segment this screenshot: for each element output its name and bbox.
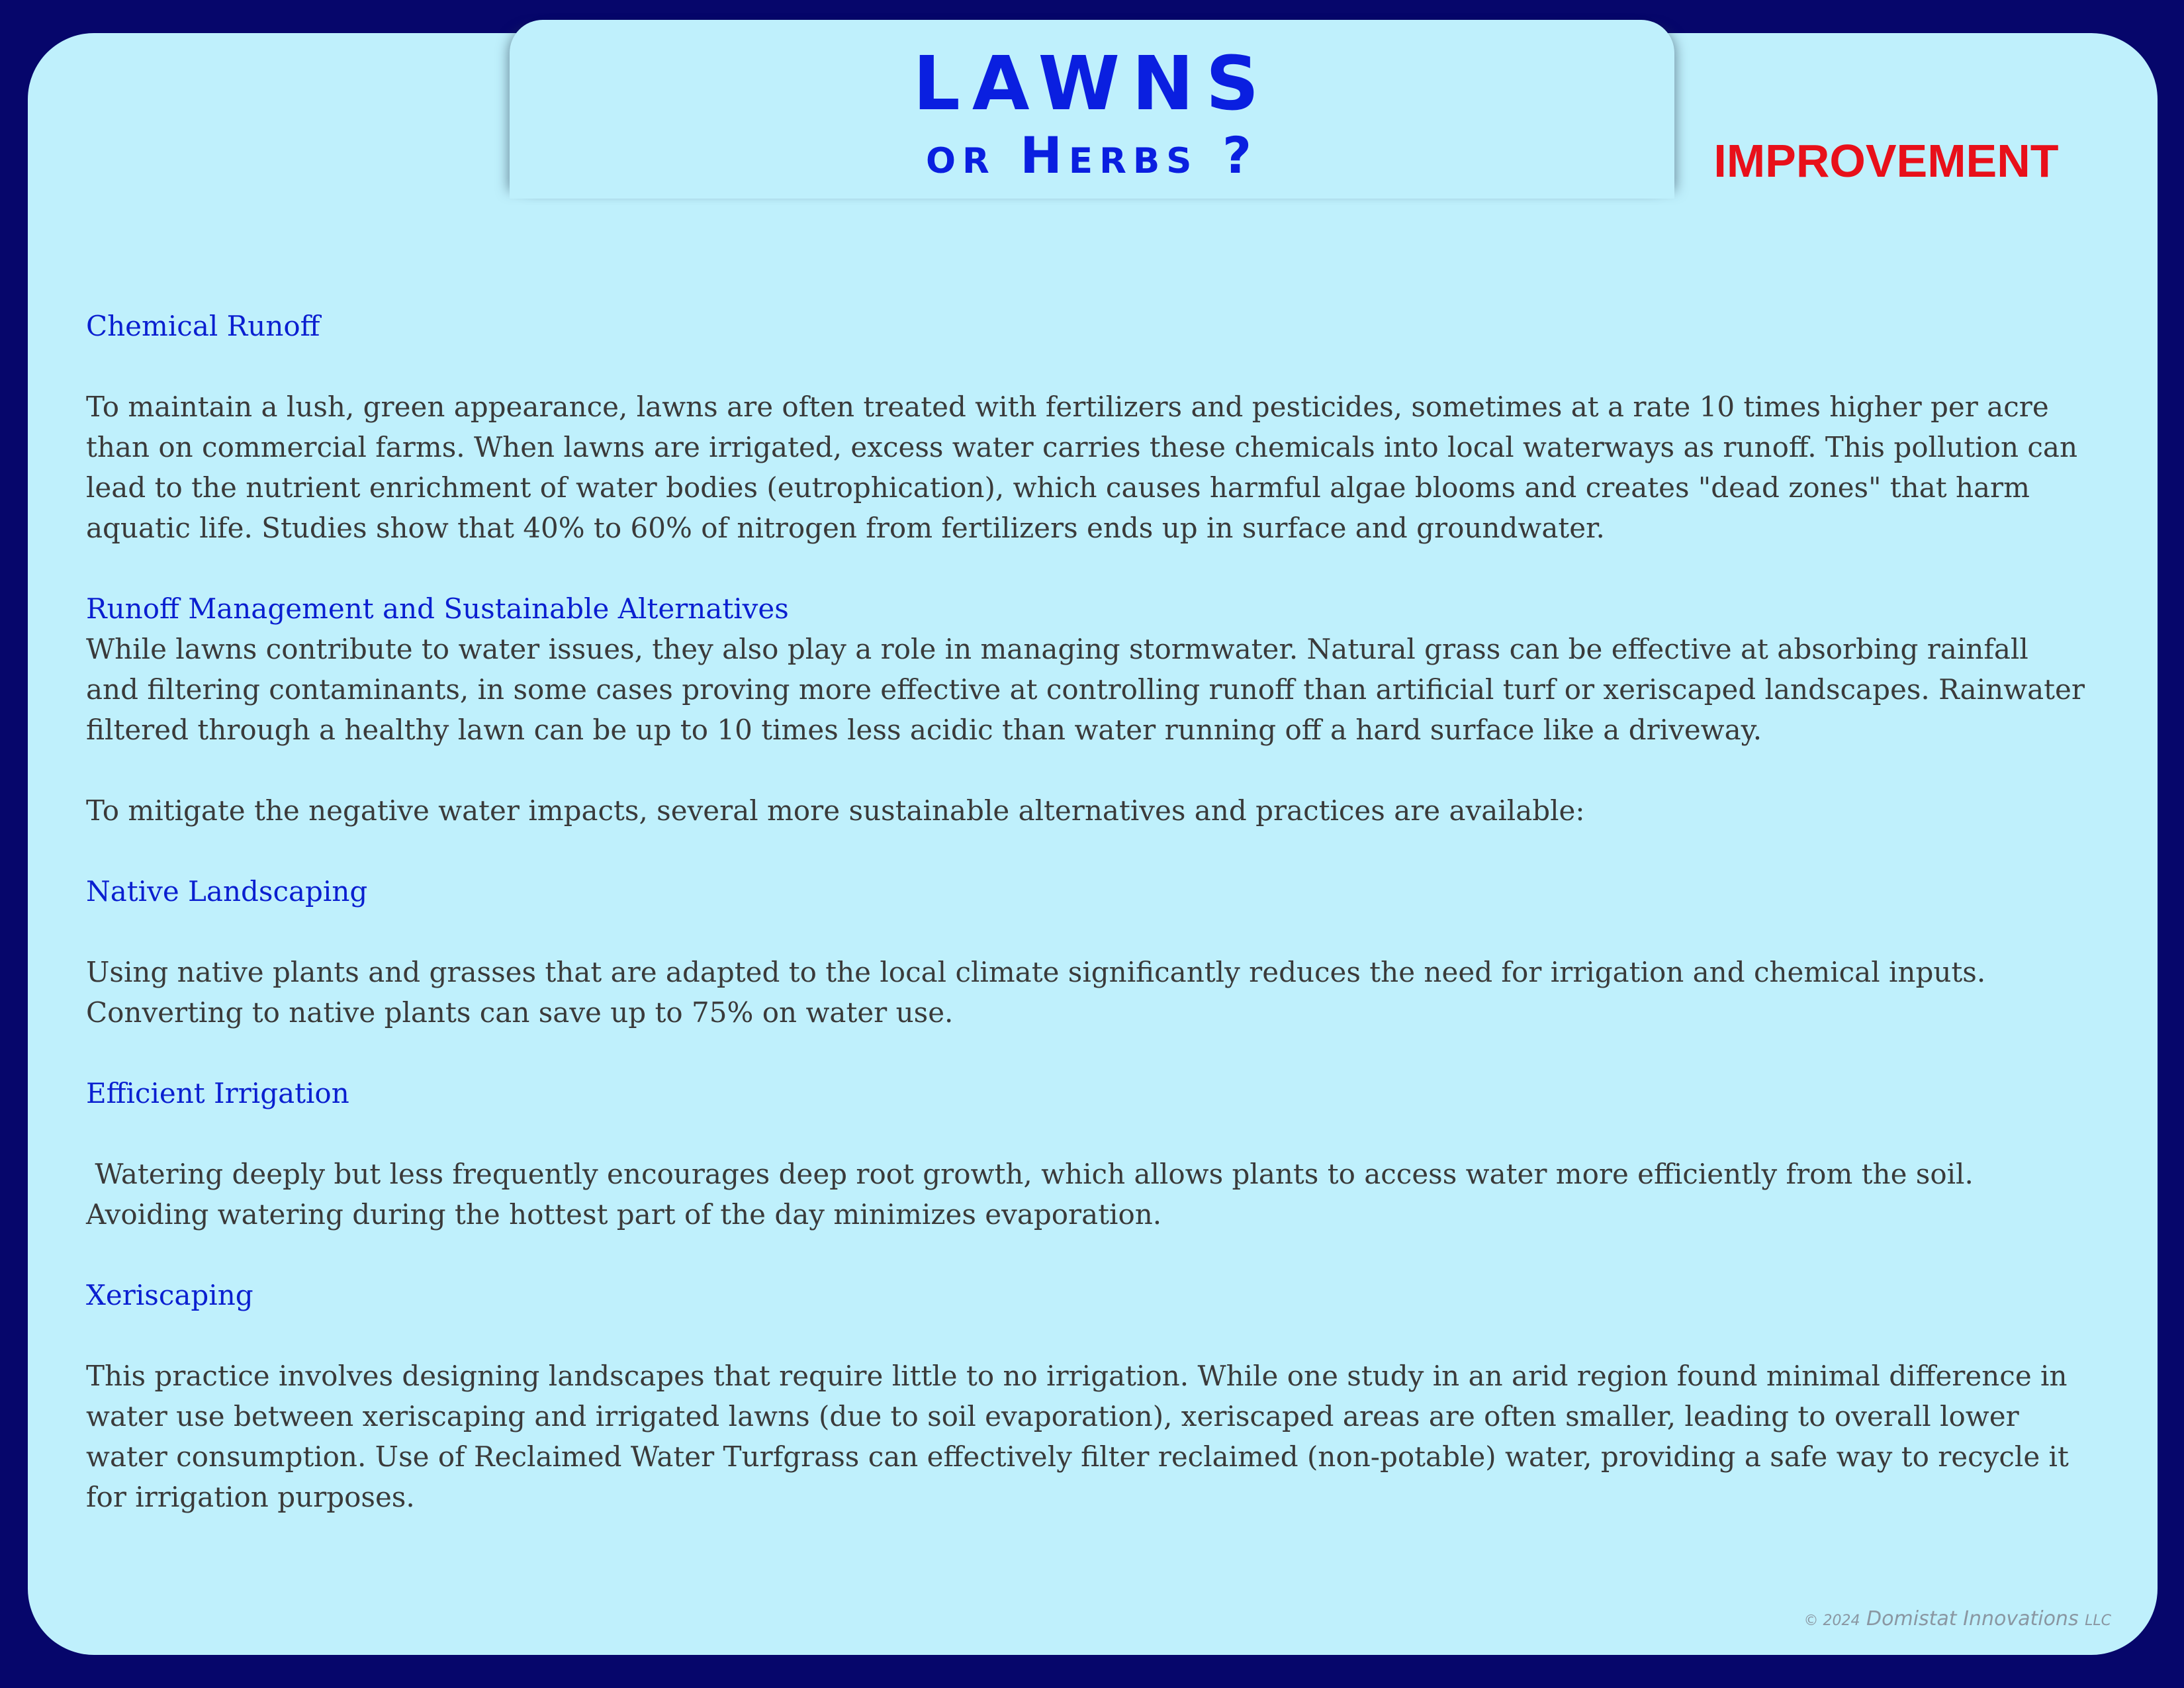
page-subtitle: or Herbs ? — [925, 126, 1259, 185]
spacer — [86, 346, 2085, 387]
spacer — [86, 831, 2085, 871]
article-body — [86, 306, 2085, 1517]
paragraph-native-landscaping: Using native plants and grasses that are adapted to the local climate significantly reduces the need for irrigation and chemical inputs. Converting to native plants can save up to 75% on water use. — [86, 956, 1986, 1029]
heading-runoff-management: Runoff Management and Sustainable Alternatives — [86, 592, 789, 625]
paragraph-efficient-irrigation: Watering deeply but less frequently encourages deep root growth, which allows plants to access water more efficiently from the soil. Avoiding watering during the hottest part of the day minimizes evaporation. — [86, 1158, 1983, 1231]
heading-xeriscaping: Xeriscaping — [86, 1279, 253, 1311]
company-name: Domistat Innovations — [1866, 1607, 2079, 1630]
paragraph-mitigate: To mitigate the negative water impacts, several more sustainable alternatives and practices are available: — [86, 794, 1585, 827]
company-suffix: LLC — [2085, 1613, 2111, 1629]
spacer — [86, 912, 2085, 952]
spacer — [86, 1235, 2085, 1275]
heading-native-landscaping: Native Landscaping — [86, 875, 368, 908]
paragraph-xeriscaping: This practice involves designing landscapes that require little to no irrigation. While one study in an arid region found minimal difference in water use between xeriscaping and irrigated lawns (due to soil evaporation), xeriscaped areas are often smaller, leading to overall lower water consumption. Use of Reclaimed Water Turfgrass can effectively filter reclaimed (non-potable) water, providing a safe way to recycle it for irrigation purposes. — [86, 1360, 2069, 1513]
page-title: LAWNS — [913, 41, 1271, 127]
copyright-year: © 2024 — [1803, 1613, 1860, 1629]
spacer — [86, 1113, 2085, 1154]
improvement-badge: IMPROVEMENT — [1713, 135, 2059, 187]
paragraph-chemical-runoff: To maintain a lush, green appearance, lawns are often treated with fertilizers and pesticides, sometimes at a rate 10 times higher per acre than on commercial farms. When lawns are irrigated, excess water carries these chemicals into local waterways as runoff. This pollution can lead to the nutrient enrichment of water bodies (eutrophication), which causes harmful algae blooms and creates "dead zones" that harm aquatic life. Studies show that 40% to 60% of nitrogen from fertilizers ends up in surface and groundwater. — [86, 391, 2078, 544]
spacer — [86, 1315, 2085, 1356]
heading-chemical-runoff: Chemical Runoff — [86, 310, 320, 342]
spacer — [86, 750, 2085, 790]
spacer — [86, 1033, 2085, 1073]
paragraph-runoff-management: While lawns contribute to water issues, they also play a role in managing stormwater. Natural grass can be effective at absorbing rainfall and filtering contaminants, in some cases proving more effective at controlling runoff than artificial turf or xeriscaped landscapes. Rainwater filtered through a healthy lawn can be up to 10 times less acidic than water running off a hard surface like a driveway. — [86, 633, 2085, 746]
spacer — [86, 548, 2085, 588]
heading-efficient-irrigation: Efficient Irrigation — [86, 1077, 349, 1109]
copyright-footer — [1803, 1607, 2111, 1630]
